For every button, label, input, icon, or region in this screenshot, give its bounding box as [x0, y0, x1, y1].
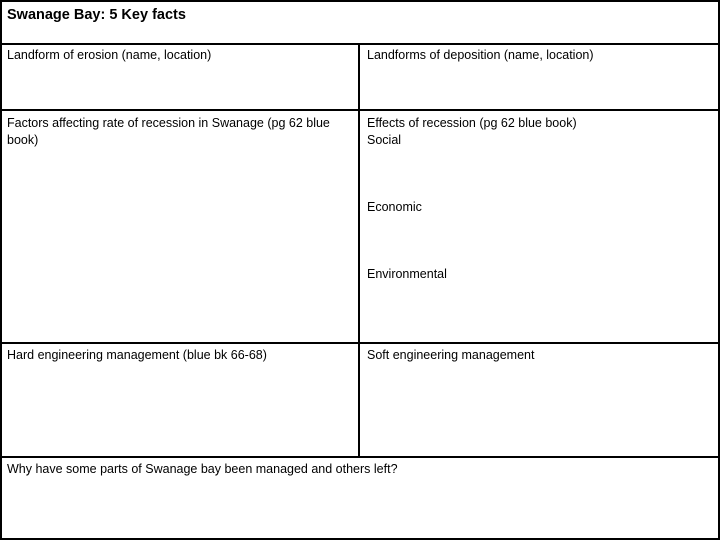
effects-social-label: Social: [367, 133, 402, 147]
deposition-landform-prompt: Landforms of deposition (name, location): [367, 48, 594, 62]
management-question-prompt: Why have some parts of Swanage bay been managed and others left?: [7, 462, 398, 476]
divider-column: [358, 43, 360, 458]
erosion-landform-prompt: Landform of erosion (name, location): [7, 48, 212, 62]
divider-title: [0, 43, 720, 45]
border-left: [0, 0, 2, 540]
divider-row1: [0, 109, 720, 111]
recession-factors-prompt: Factors affecting rate of recession in Swanage (pg 62 blue book): [7, 116, 330, 147]
page-title: Swanage Bay: 5 Key facts: [7, 7, 186, 23]
divider-row2: [0, 342, 720, 344]
border-top: [0, 0, 720, 2]
soft-engineering-prompt: Soft engineering management: [367, 348, 535, 362]
effects-environmental-label: Environmental: [367, 267, 447, 281]
effects-economic-label: Economic: [367, 200, 422, 214]
divider-row3: [0, 456, 720, 458]
hard-engineering-prompt: Hard engineering management (blue bk 66-68): [7, 348, 267, 362]
recession-effects-prompt: Effects of recession (pg 62 blue book): [367, 116, 577, 130]
